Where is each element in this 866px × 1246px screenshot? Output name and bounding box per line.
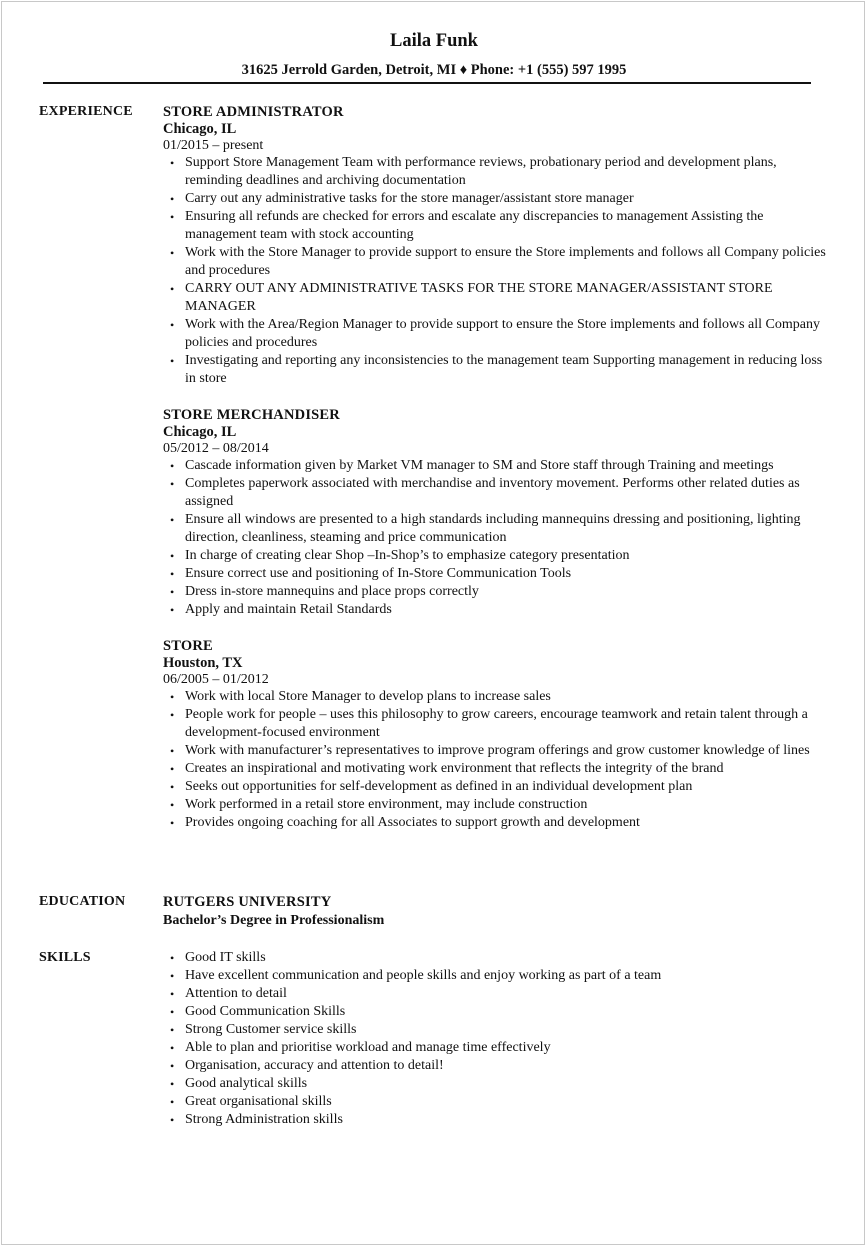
bullet-icon: • — [170, 459, 175, 473]
bullet-item — [170, 1093, 829, 1111]
bullet-text: Ensuring all refunds are checked for errors and escalate any discrepancies to management Assisting the management team with stock accounting — [185, 209, 764, 242]
bullet-item — [170, 457, 829, 475]
bullet-item — [170, 208, 829, 244]
bullet-item — [170, 760, 829, 778]
bullet-item — [170, 475, 829, 511]
job-entry — [163, 637, 829, 832]
bullet-item — [170, 511, 829, 547]
bullet-item — [170, 154, 829, 190]
bullet-icon: • — [170, 798, 175, 812]
bullet-icon: • — [170, 477, 175, 491]
bullet-icon: • — [170, 780, 175, 794]
bullet-text: Organisation, accuracy and attention to detail! — [185, 1058, 444, 1073]
bullet-text: Strong Customer service skills — [185, 1022, 357, 1037]
bullet-icon: • — [170, 549, 175, 563]
bullet-item — [170, 688, 829, 706]
education-degree: Bachelor’s Degree in Professionalism — [163, 913, 385, 928]
education-label: EDUCATION — [39, 894, 126, 909]
bullet-text: Work with the Area/Region Manager to provide support to ensure the Store implements and follows all Company policies and procedures — [185, 317, 820, 350]
bullet-icon: • — [170, 246, 175, 260]
bullet-text: Investigating and reporting any inconsistencies to the management team Supporting management in reducing loss in store — [185, 353, 823, 386]
bullet-text: Good IT skills — [185, 950, 266, 965]
bullet-item — [170, 985, 829, 1003]
bullet-text: Work performed in a retail store environment, may include construction — [185, 797, 588, 812]
bullet-text: Attention to detail — [185, 986, 287, 1001]
bullet-text: In charge of creating clear Shop –In-Shop’s to emphasize category presentation — [185, 548, 630, 563]
bullet-text: Provides ongoing coaching for all Associates to support growth and development — [185, 815, 640, 830]
bullet-item — [170, 547, 829, 565]
job-dates: 01/2015 – present — [163, 138, 264, 153]
experience-jobs — [163, 103, 829, 850]
bullet-item — [170, 796, 829, 814]
bullet-icon: • — [170, 969, 175, 983]
bullet-icon: • — [170, 690, 175, 704]
bullet-text: Work with local Store Manager to develop plans to increase sales — [185, 689, 551, 704]
bullet-icon: • — [170, 513, 175, 527]
job-title: STORE — [163, 638, 213, 654]
skills-label: SKILLS — [39, 950, 91, 965]
bullet-icon: • — [170, 1113, 175, 1127]
bullet-item — [170, 601, 829, 619]
bullet-item — [170, 949, 829, 967]
bullet-item — [170, 742, 829, 760]
bullet-item — [170, 967, 829, 985]
bullet-item — [170, 280, 829, 316]
bullet-icon: • — [170, 1095, 175, 1109]
bullet-icon: • — [170, 1023, 175, 1037]
bullet-text: Support Store Management Team with performance reviews, probationary period and development plans, reminding deadlines and archiving documentation — [185, 155, 777, 188]
bullet-icon: • — [170, 603, 175, 617]
bullet-text: Strong Administration skills — [185, 1112, 343, 1127]
bullet-text: Ensure all windows are presented to a high standards including mannequins dressing and positioning, lighting direction, cleanliness, steaming and price communication — [185, 512, 801, 545]
bullet-item — [170, 1075, 829, 1093]
job-location: Chicago, IL — [163, 424, 237, 440]
bullet-text: Creates an inspirational and motivating work environment that reflects the integrity of the brand — [185, 761, 724, 776]
bullet-item — [170, 706, 829, 742]
header-divider — [43, 82, 811, 84]
bullet-text: Completes paperwork associated with merchandise and inventory movement. Performs other related duties as assigned — [185, 476, 800, 509]
bullet-text: Carry out any administrative tasks for the store manager/assistant store manager — [185, 191, 634, 206]
bullet-item — [170, 565, 829, 583]
job-bullets — [170, 154, 829, 388]
candidate-name: Laila Funk — [390, 31, 478, 51]
bullet-text: Able to plan and prioritise workload and manage time effectively — [185, 1040, 551, 1055]
job-title: STORE MERCHANDISER — [163, 407, 340, 423]
bullet-text: Work with manufacturer’s representatives to improve program offerings and grow customer knowledge of lines — [185, 743, 810, 758]
job-bullets — [170, 457, 829, 619]
bullet-icon: • — [170, 708, 175, 722]
bullet-item — [170, 1021, 829, 1039]
bullet-item — [170, 244, 829, 280]
bullet-icon: • — [170, 192, 175, 206]
bullet-item — [170, 316, 829, 352]
bullet-icon: • — [170, 282, 175, 296]
bullet-icon: • — [170, 156, 175, 170]
education-school: RUTGERS UNIVERSITY — [163, 894, 332, 910]
bullet-item — [170, 814, 829, 832]
bullet-text: Have excellent communication and people skills and enjoy working as part of a team — [185, 968, 662, 983]
bullet-icon: • — [170, 1059, 175, 1073]
bullet-icon: • — [170, 744, 175, 758]
education-body — [163, 893, 829, 931]
bullet-icon: • — [170, 762, 175, 776]
bullet-icon: • — [170, 354, 175, 368]
job-location: Houston, TX — [163, 655, 243, 671]
bullet-item — [170, 1057, 829, 1075]
bullet-item — [170, 1003, 829, 1021]
bullet-text: Good analytical skills — [185, 1076, 308, 1091]
bullet-icon: • — [170, 567, 175, 581]
bullet-icon: • — [170, 585, 175, 599]
bullet-item — [170, 1111, 829, 1129]
bullet-item — [170, 778, 829, 796]
bullet-text: Good Communication Skills — [185, 1004, 346, 1019]
job-location: Chicago, IL — [163, 121, 237, 137]
bullet-text: Cascade information given by Market VM manager to SM and Store staff through Training and meetings — [185, 458, 774, 473]
bullet-text: Dress in-store mannequins and place props correctly — [185, 584, 479, 599]
bullet-item — [170, 352, 829, 388]
job-entry — [163, 406, 829, 619]
bullet-item — [170, 190, 829, 208]
bullet-icon: • — [170, 210, 175, 224]
bullet-icon: • — [170, 1005, 175, 1019]
job-dates: 05/2012 – 08/2014 — [163, 441, 269, 456]
bullet-icon: • — [170, 987, 175, 1001]
bullet-text: Work with the Store Manager to provide support to ensure the Store implements and follows all Company policies and procedures — [185, 245, 826, 278]
bullet-text: Apply and maintain Retail Standards — [185, 602, 392, 617]
skills-body — [163, 949, 829, 1129]
bullet-text: Seeks out opportunities for self-development as defined in an individual development plan — [185, 779, 693, 794]
bullet-item — [170, 583, 829, 601]
job-entry — [163, 103, 829, 388]
job-title: STORE ADMINISTRATOR — [163, 104, 344, 120]
experience-label: EXPERIENCE — [39, 104, 133, 119]
bullet-icon: • — [170, 951, 175, 965]
resume-header — [2, 30, 866, 79]
contact-line: 31625 Jerrold Garden, Detroit, MI ♦ Phone: +1 (555) 597 1995 — [241, 62, 627, 78]
job-bullets — [170, 688, 829, 832]
bullet-item — [170, 1039, 829, 1057]
bullet-text: CARRY OUT ANY ADMINISTRATIVE TASKS FOR THE STORE MANAGER/ASSISTANT STORE MANAGER — [185, 281, 773, 314]
bullet-text: People work for people – uses this philosophy to grow careers, encourage teamwork and retain talent through a development-focused environment — [185, 707, 808, 740]
bullet-text: Great organisational skills — [185, 1094, 332, 1109]
resume-page — [1, 1, 865, 1245]
bullet-icon: • — [170, 318, 175, 332]
bullet-icon: • — [170, 816, 175, 830]
bullet-icon: • — [170, 1077, 175, 1091]
skills-list — [170, 949, 829, 1129]
bullet-icon: • — [170, 1041, 175, 1055]
job-dates: 06/2005 – 01/2012 — [163, 672, 269, 687]
bullet-text: Ensure correct use and positioning of In-Store Communication Tools — [185, 566, 572, 581]
